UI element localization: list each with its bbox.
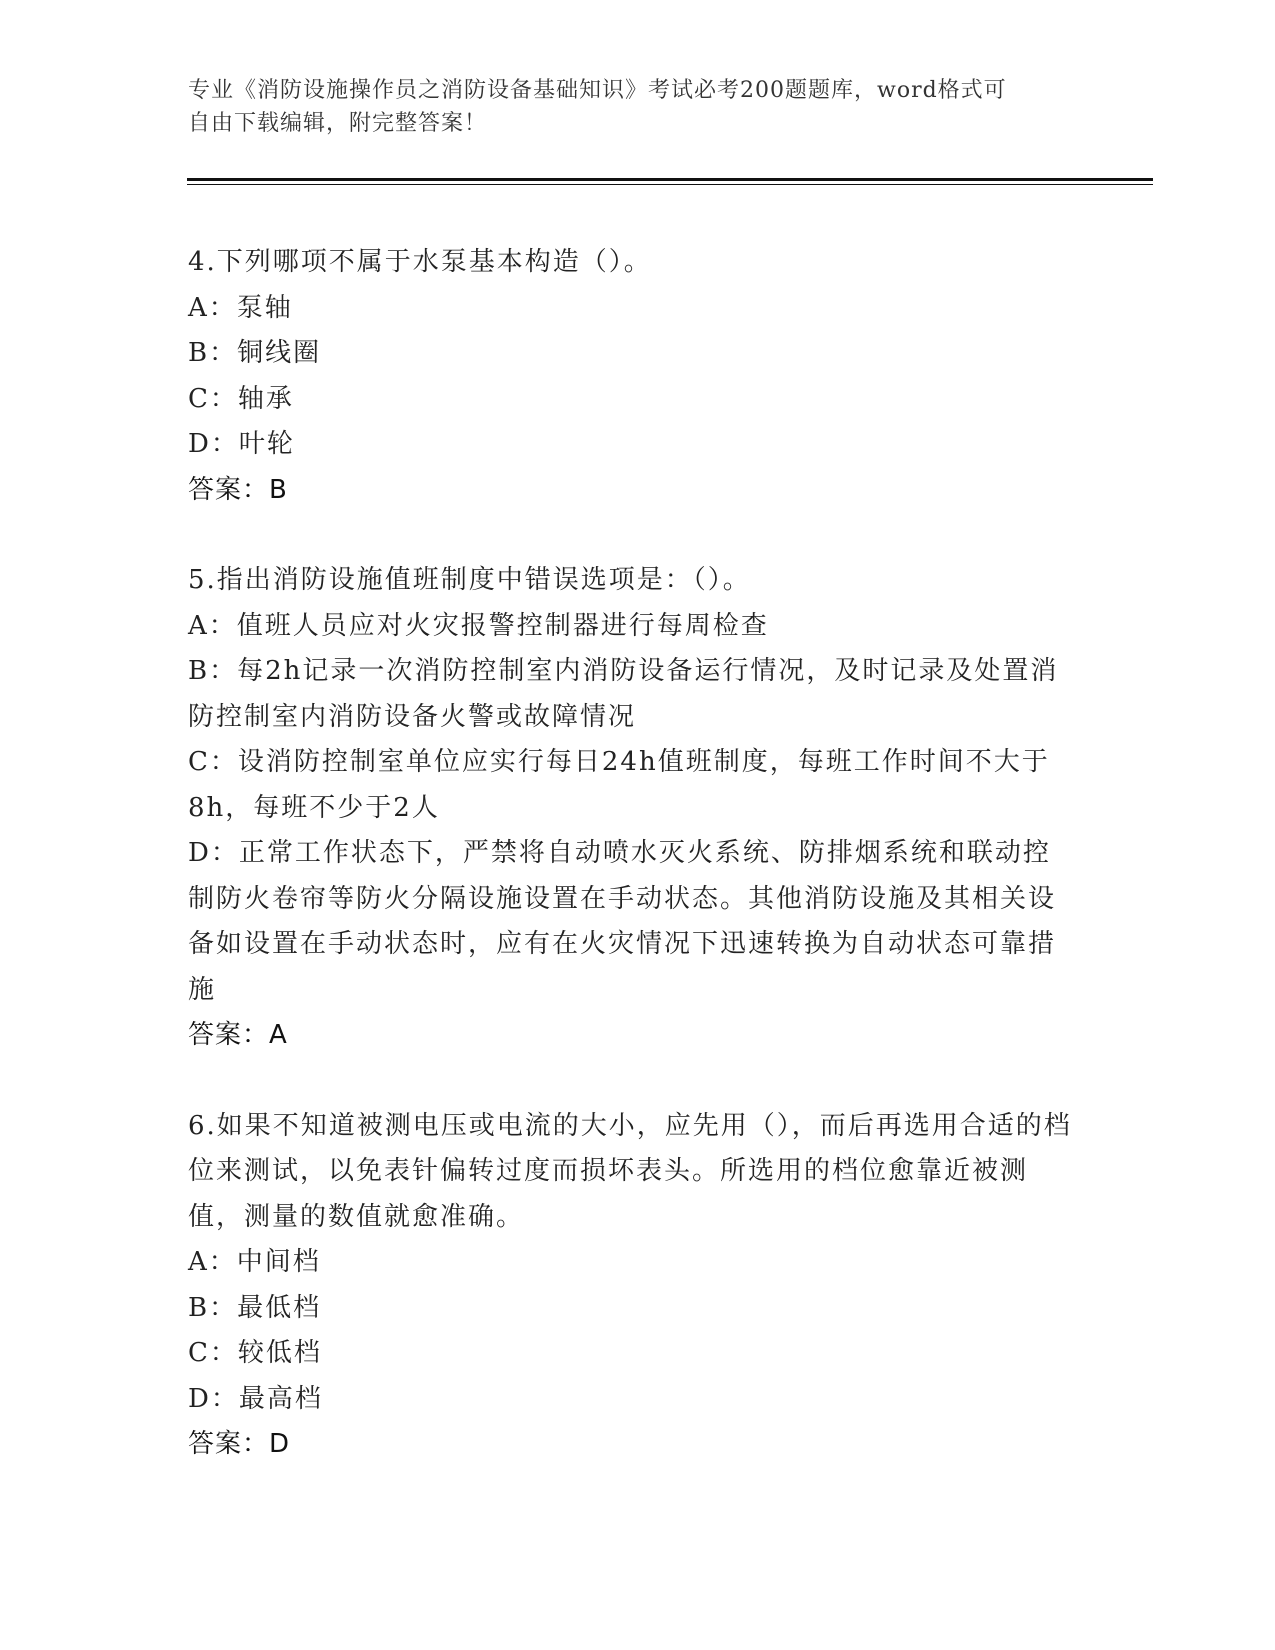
header-divider-thick: [187, 178, 1153, 181]
option-b: B：铜线圈: [188, 338, 322, 368]
question-stem: 6.如果不知道被测电压或电流的大小，应先用（），而后再选用合适的档位来测试，以免表针偏转过度而损坏表头。所选用的档位愈靠近被测值，测量的数值就愈准确。: [188, 1110, 1072, 1232]
option-c: C：较低档: [188, 1338, 322, 1368]
header-line-2: 自由下载编辑，附完整答案！: [188, 111, 488, 136]
answer-line: 答案：A: [188, 1020, 288, 1050]
option-a: A：泵轴: [188, 292, 293, 323]
option-b: B：每2h记录一次消防控制室内消防设备运行情况，及时记录及处置消防控制室内消防设备火警或故障情况: [188, 656, 1059, 732]
answer-line: 答案：D: [188, 1429, 291, 1459]
option-a: A：值班人员应对火灾报警控制器进行每周检查: [188, 610, 769, 641]
question-stem: 4.下列哪项不属于水泵基本构造（）。: [188, 247, 652, 277]
header-divider-thin: [187, 184, 1153, 185]
document-header: [188, 74, 1088, 140]
option-d: D：正常工作状态下，严禁将自动喷水灭火系统、防排烟系统和联动控制防火卷帘等防火分隔设施设置在手动状态。其他消防设施及其相关设备如设置在手动状态时，应有在火灾情况下迅速转换为自动状态可靠措施: [188, 838, 1057, 1005]
question-stem: 5.指出消防设施值班制度中错误选项是：（）。: [188, 565, 751, 595]
question-4: [188, 240, 1078, 513]
question-list: [188, 240, 1078, 1513]
option-d: D：最高档: [188, 1383, 323, 1414]
option-a: A：中间档: [188, 1247, 321, 1277]
answer-line: 答案：B: [188, 474, 288, 505]
question-6: [188, 1104, 1078, 1468]
question-5: [188, 558, 1078, 1059]
option-c: C：轴承: [188, 383, 294, 414]
option-c: C：设消防控制室单位应实行每日24h值班制度，每班工作时间不大于8h，每班不少于2人: [188, 747, 1050, 823]
header-line-1: 专业《消防设施操作员之消防设备基础知识》考试必考200题题库，word格式可: [188, 78, 1007, 103]
option-b: B：最低档: [188, 1292, 322, 1323]
option-d: D：叶轮: [188, 429, 295, 459]
